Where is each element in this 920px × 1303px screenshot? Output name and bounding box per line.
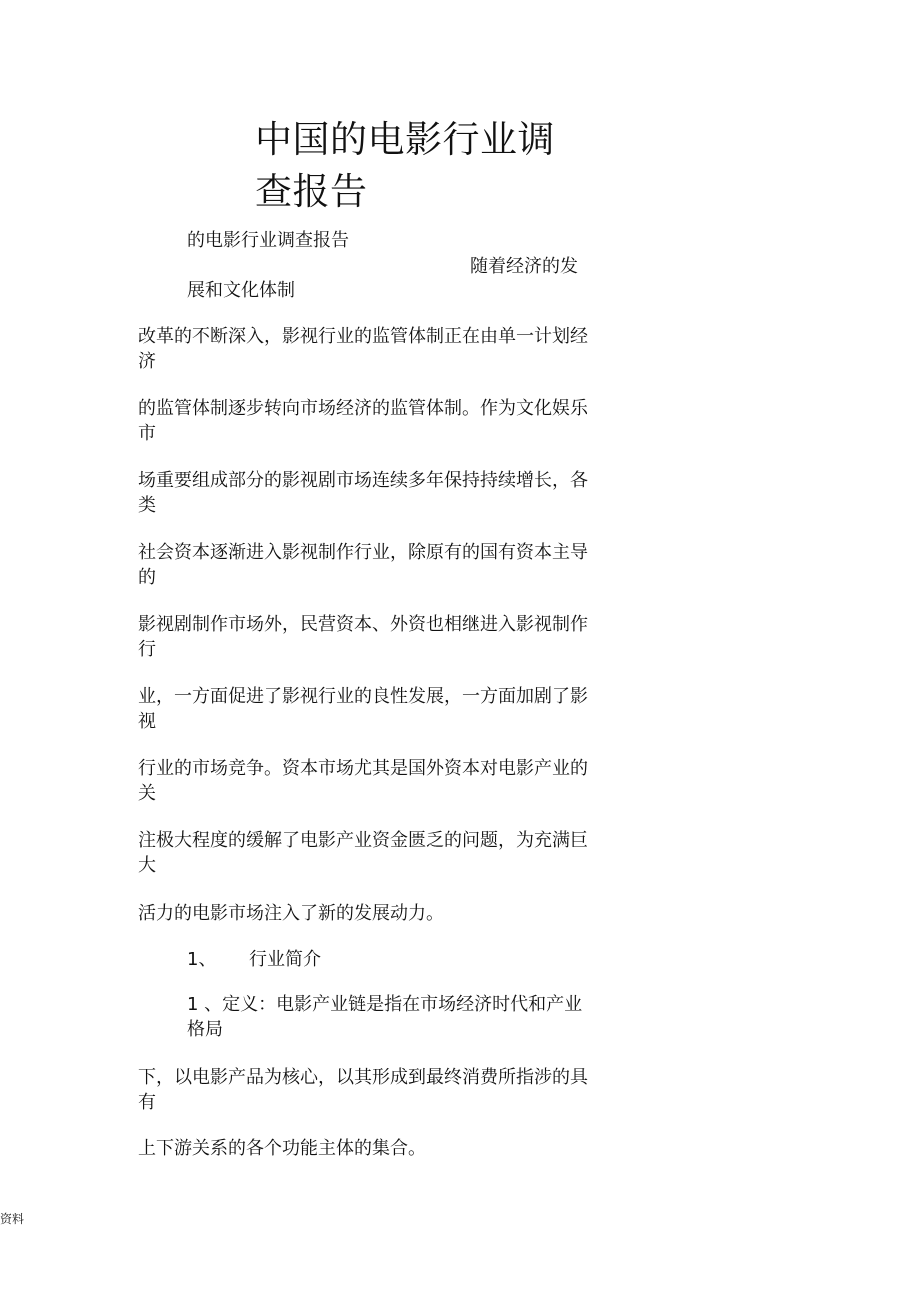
- subtitle: 的电影行业调查报告: [187, 230, 349, 251]
- paragraph: 行业的市场竞争。资本市场尤其是国外资本对电影产业的关: [138, 758, 588, 804]
- paragraph: 场重要组成部分的影视剧市场连续多年保持持续增长，各类: [138, 470, 588, 516]
- paragraph: 注极大程度的缓解了电影产业资金匮乏的问题，为充满巨大: [138, 830, 588, 876]
- paragraph: 的监管体制逐步转向市场经济的监管体制。作为文化娱乐市: [138, 398, 588, 444]
- section-number: 1、: [187, 949, 217, 970]
- paragraph: 社会资本逐渐进入影视制作行业，除原有的国有资本主导的: [138, 542, 588, 588]
- section-heading: [187, 947, 321, 972]
- paragraph: 影视剧制作市场外，民营资本、外资也相继进入影视制作行: [138, 614, 588, 660]
- document-title: 中国的电影行业调查报告: [255, 118, 555, 213]
- footer-label: 资料: [0, 1212, 25, 1226]
- paragraph: 上下游关系的各个功能主体的集合。: [138, 1138, 426, 1159]
- intro-left: 展和文化体制: [187, 280, 295, 301]
- paragraph: 业，一方面促进了影视行业的良性发展，一方面加剧了影视: [138, 686, 588, 732]
- intro-right: 随着经济的发: [470, 256, 578, 277]
- definition-paragraph: 1 、定义：电影产业链是指在市场经济时代和产业格局: [187, 994, 583, 1040]
- paragraph: 改革的不断深入，影视行业的监管体制正在由单一计划经济: [138, 326, 588, 372]
- paragraph: 下，以电影产品为核心，以其形成到最终消费所指涉的具有: [138, 1067, 588, 1113]
- paragraph: 活力的电影市场注入了新的发展动力。: [138, 903, 444, 924]
- section-title: 行业简介: [249, 949, 321, 970]
